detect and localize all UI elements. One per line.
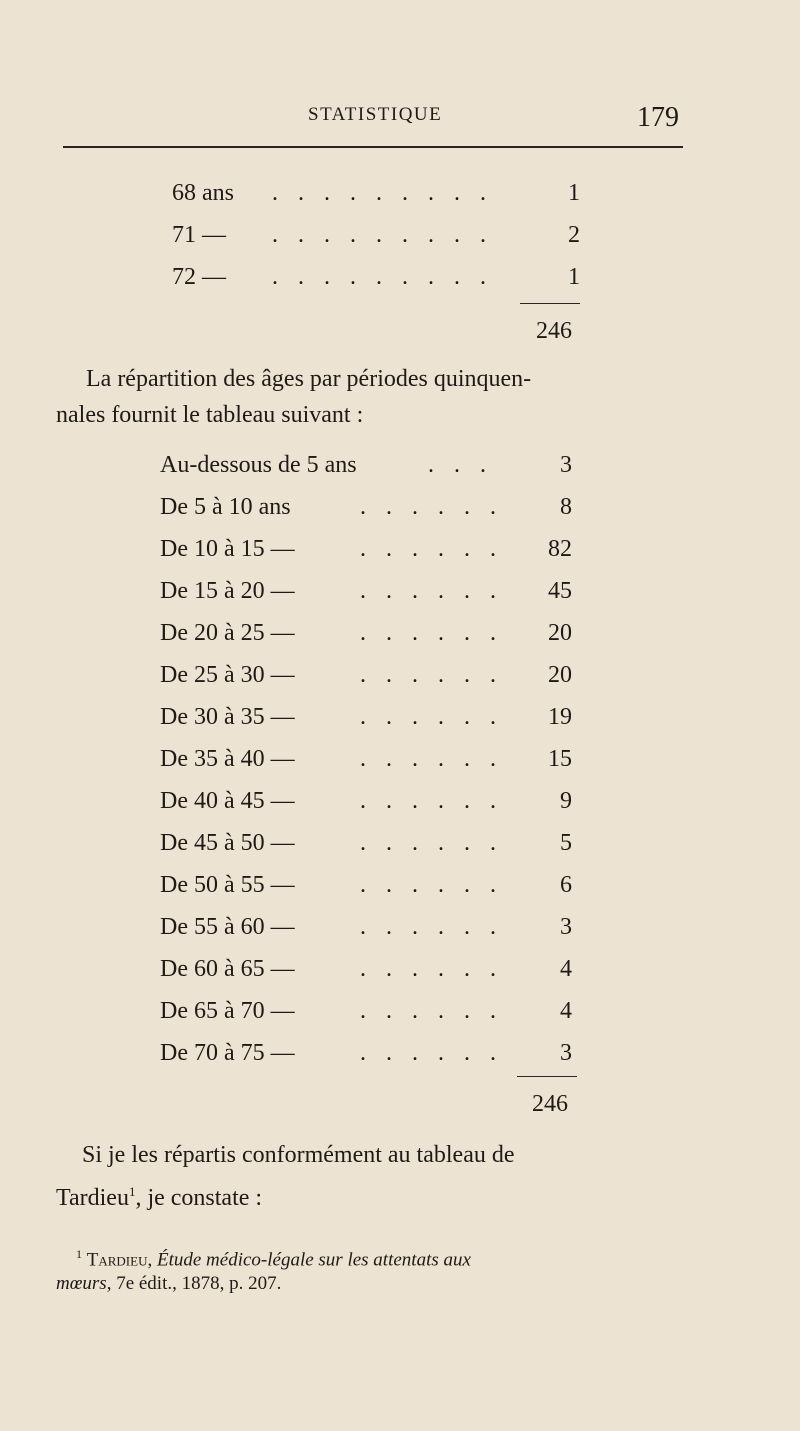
closing-paragraph — [56, 1138, 716, 1210]
footnote-separator: , — [147, 1249, 157, 1271]
row-leader: . . . . . . — [360, 704, 503, 730]
table-row — [160, 452, 580, 486]
table-row — [160, 662, 580, 696]
row-value: 3 — [560, 914, 572, 940]
row-value: 1 — [568, 180, 580, 206]
table-row — [160, 872, 580, 906]
row-label: De 55 à 60 — — [160, 914, 295, 940]
row-label: De 10 à 15 — — [160, 536, 295, 562]
paragraph-line — [56, 1174, 262, 1216]
intro-paragraph — [56, 362, 716, 434]
row-leader: . . . . . . — [360, 914, 503, 940]
row-label: De 45 à 50 — — [160, 830, 295, 856]
row-value: 82 — [548, 536, 572, 562]
table-row — [160, 494, 580, 528]
list-item — [172, 264, 592, 298]
list-item — [172, 222, 592, 256]
running-title: STATISTIQUE — [308, 104, 443, 125]
row-leader: . . . . . . — [360, 578, 503, 604]
row-label: De 50 à 55 — — [160, 872, 295, 898]
header-rule — [63, 146, 683, 148]
row-leader: . . . — [428, 452, 493, 478]
row-label: 68 ans — [172, 180, 234, 206]
table-row — [160, 578, 580, 612]
row-value: 19 — [548, 704, 572, 730]
row-value: 8 — [560, 494, 572, 520]
paragraph-line: nales fournit le tableau suivant : — [56, 402, 364, 428]
row-value: 6 — [560, 872, 572, 898]
footnote — [56, 1240, 716, 1300]
total-value: 246 — [532, 1091, 568, 1117]
footnote-line — [56, 1269, 281, 1298]
row-label: De 60 à 65 — — [160, 956, 295, 982]
table-row — [160, 914, 580, 948]
footnote-marker: 1 — [128, 1184, 136, 1199]
row-leader: . . . . . . . . . — [272, 180, 493, 206]
row-leader: . . . . . . . . . — [272, 264, 493, 290]
row-leader: . . . . . . — [360, 536, 503, 562]
total-rule — [517, 1076, 577, 1077]
table-row — [160, 704, 580, 738]
row-value: 4 — [560, 998, 572, 1024]
row-leader: . . . . . . — [360, 620, 503, 646]
row-leader: . . . . . . — [360, 788, 503, 814]
table-row — [160, 536, 580, 570]
total-rule — [520, 303, 580, 304]
row-label: De 30 à 35 — — [160, 704, 295, 730]
row-value: 15 — [548, 746, 572, 772]
row-value: 20 — [548, 620, 572, 646]
row-leader: . . . . . . — [360, 494, 503, 520]
row-label: De 65 à 70 — — [160, 998, 295, 1024]
row-label: De 25 à 30 — — [160, 662, 295, 688]
row-leader: . . . . . . . . . — [272, 222, 493, 248]
row-label: De 20 à 25 — — [160, 620, 295, 646]
footnote-title-cont: mœurs — [56, 1273, 107, 1294]
running-head — [0, 104, 800, 144]
footnote-title: Étude médico-légale sur les attentats aux — [156, 1249, 471, 1271]
table-row — [160, 830, 580, 864]
paragraph-line: Si je les répartis conformément au tableau de — [82, 1142, 515, 1168]
row-value: 3 — [560, 1040, 572, 1066]
list-item — [172, 180, 592, 214]
row-label: 72 — — [172, 264, 226, 290]
footnote-number: 1 — [76, 1247, 82, 1261]
row-label: De 5 à 10 ans — [160, 494, 291, 520]
paragraph-line: La répartition des âges par périodes quinquen- — [86, 366, 532, 392]
row-value: 9 — [560, 788, 572, 814]
row-value: 20 — [548, 662, 572, 688]
row-label: De 35 à 40 — — [160, 746, 295, 772]
table-row — [160, 956, 580, 990]
row-label: De 40 à 45 — — [160, 788, 295, 814]
row-value: 4 — [560, 956, 572, 982]
table-row — [160, 1040, 580, 1074]
paragraph-text: , je constate : — [135, 1185, 263, 1211]
table-row — [160, 998, 580, 1032]
row-leader: . . . . . . — [360, 872, 503, 898]
row-leader: . . . . . . — [360, 830, 503, 856]
row-value: 1 — [568, 264, 580, 290]
row-leader: . . . . . . — [360, 998, 503, 1024]
row-leader: . . . . . . — [360, 746, 503, 772]
row-leader: . . . . . . — [360, 956, 503, 982]
row-value: 45 — [548, 578, 572, 604]
row-value: 5 — [560, 830, 572, 856]
row-leader: . . . . . . — [360, 1040, 503, 1066]
row-label: De 70 à 75 — — [160, 1040, 295, 1066]
footnote-details: , 7e édit., 1878, p. 207. — [106, 1273, 282, 1294]
footnote-author: Tardieu — [86, 1249, 148, 1271]
table-row — [160, 788, 580, 822]
row-value: 3 — [560, 452, 572, 478]
total-value: 246 — [536, 318, 572, 344]
row-label: De 15 à 20 — — [160, 578, 295, 604]
row-label: 71 — — [172, 222, 226, 248]
row-label: Au-dessous de 5 ans — [160, 452, 357, 478]
table-row — [160, 620, 580, 654]
author-name: Tardieu — [56, 1185, 129, 1211]
row-leader: . . . . . . — [360, 662, 503, 688]
table-row — [160, 746, 580, 780]
row-value: 2 — [568, 222, 580, 248]
page-number: 179 — [637, 102, 679, 133]
